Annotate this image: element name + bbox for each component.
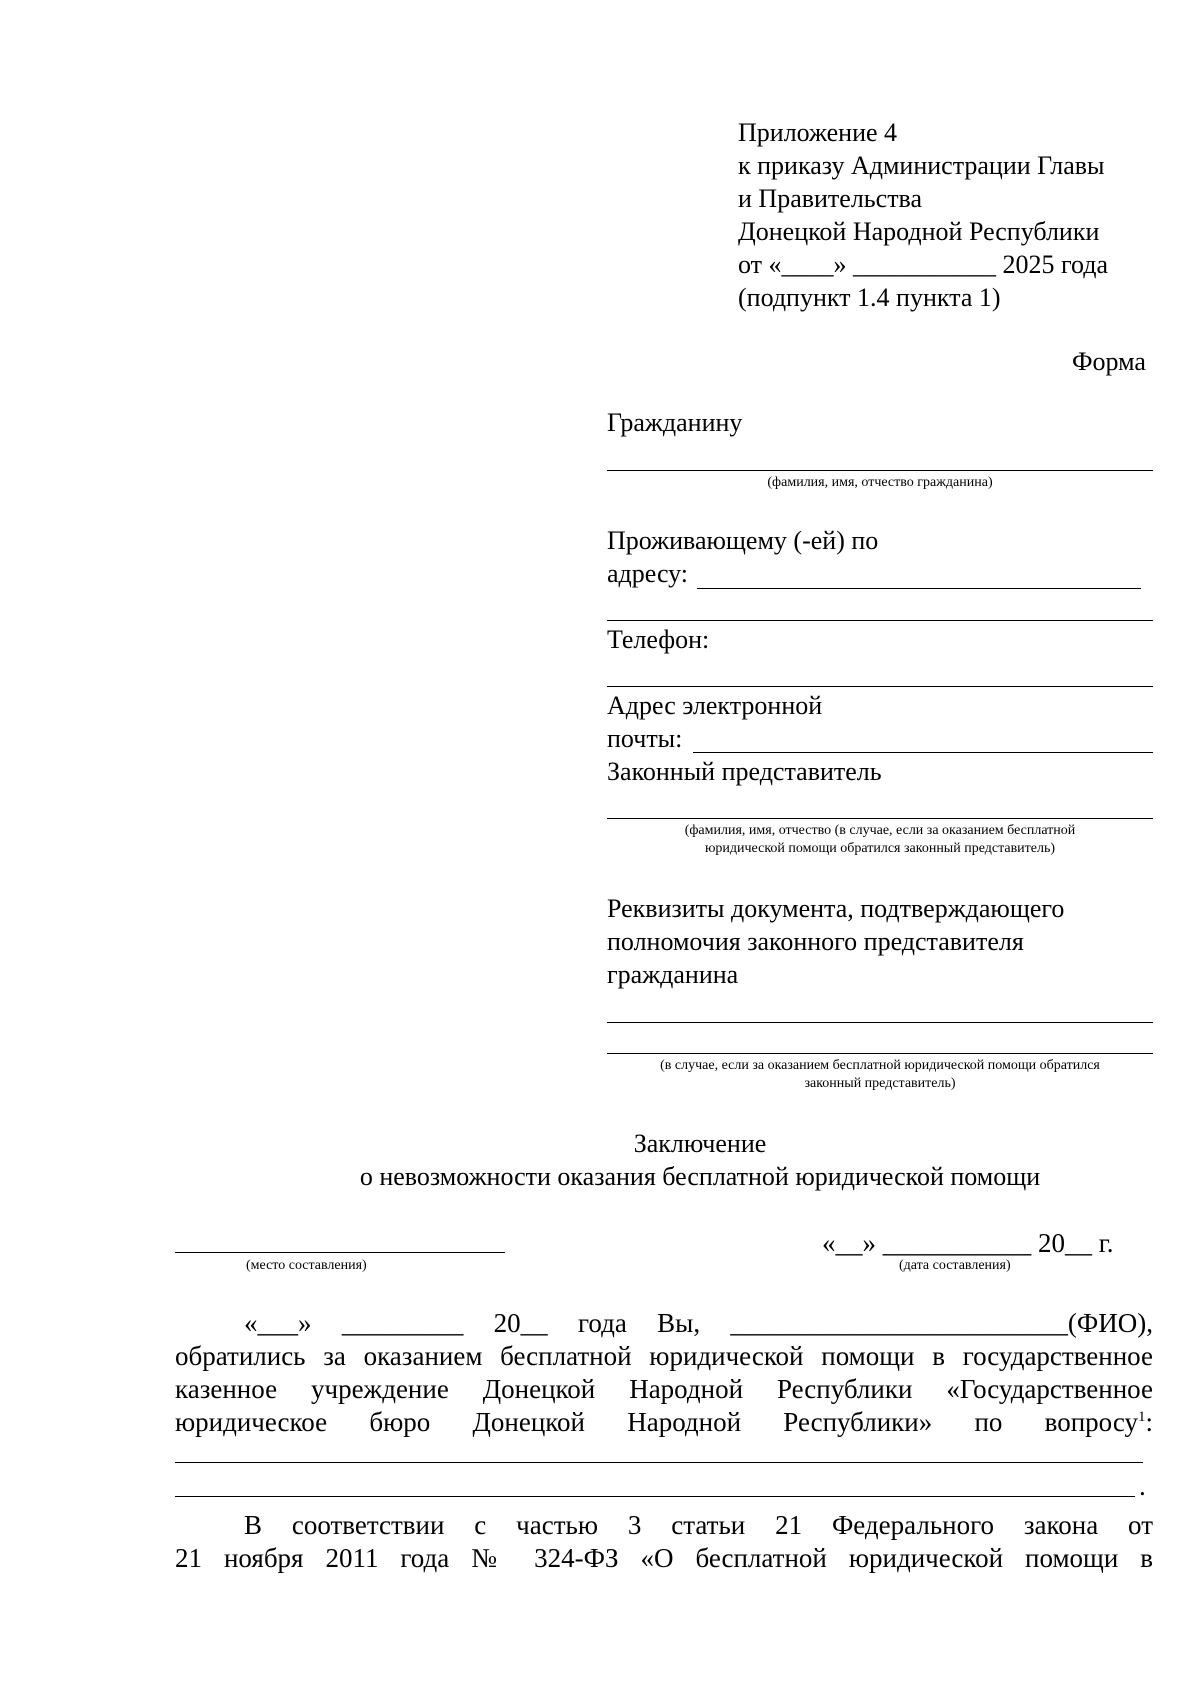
phone-line	[607, 686, 1153, 687]
requisites-line-3: гражданина	[607, 960, 739, 989]
body-line-4-colon: :	[1145, 1407, 1153, 1437]
form-label: Форма	[1072, 347, 1146, 376]
requisites-line-2: полномочия законного представителя	[607, 927, 1024, 956]
requisites-line-b	[607, 1053, 1153, 1054]
body-word: _________	[341, 1308, 464, 1338]
recipient-name-hint: (фамилия, имя, отчество гражданина)	[767, 475, 993, 490]
requisites-line-a	[607, 1022, 1153, 1023]
body-line-2: обратились за оказанием бесплатной юридической помощи в государственное	[175, 1341, 1153, 1371]
body-p2-line-1: В соответствии с частью 3 статьи 21 Федерального закона от	[244, 1510, 1153, 1540]
body-line-1	[244, 1307, 1153, 1340]
representative-hint-2: юридической помощи обратился законный представитель)	[704, 841, 1056, 856]
address-line-1	[697, 588, 1141, 589]
appendix-line-1: Приложение 4	[738, 118, 898, 147]
address-label-1: Проживающему (-ей) по	[607, 526, 879, 555]
body-word: «___»	[244, 1308, 312, 1338]
appendix-line-4: Донецкой Народной Республики	[738, 217, 1100, 246]
body-word: 20__	[493, 1308, 548, 1338]
document-subtitle: о невозможности оказания бесплатной юридической помощи	[359, 1162, 1041, 1191]
question-end-period: .	[1139, 1471, 1146, 1501]
body-word: Вы,	[657, 1308, 701, 1338]
place-line	[175, 1252, 505, 1253]
representative-line	[607, 818, 1153, 819]
address-line-2	[607, 620, 1153, 621]
requisites-hint-1: (в случае, если за оказанием бесплатной юридической помощи обратился	[660, 1058, 1100, 1073]
email-label-1: Адрес электронной	[607, 691, 823, 720]
place-hint: (место составления)	[246, 1258, 367, 1273]
body-word: года	[577, 1308, 627, 1338]
recipient-name-line	[607, 470, 1153, 471]
requisites-line-1: Реквизиты документа, подтверждающего	[607, 894, 1065, 923]
body-line-3: казенное учреждение Донецкой Народной Республики «Государственное	[175, 1374, 1153, 1404]
email-line	[693, 752, 1153, 753]
phone-label: Телефон:	[607, 625, 710, 654]
footnote-ref: 1	[1137, 1409, 1146, 1425]
body-line-4-text: юридическое бюро Донецкой Народной Республики» по вопросу	[175, 1407, 1138, 1437]
question-line-1	[175, 1462, 1143, 1463]
representative-label: Законный представитель	[607, 757, 882, 786]
appendix-subclause: (подпункт 1.4 пункта 1)	[738, 283, 1001, 312]
representative-hint-1: (фамилия, имя, отчество (в случае, если за оказанием бесплатной	[684, 823, 1076, 838]
body-p2-line-2: 21 ноября 2011 года № 324-ФЗ «О бесплатной юридической помощи в	[175, 1543, 1153, 1573]
date-hint: (дата составления)	[899, 1258, 1011, 1273]
document-title: Заключение	[633, 1129, 767, 1158]
question-line-2	[175, 1496, 1135, 1497]
appendix-date-line: от «____» ___________ 2025 года	[738, 250, 1109, 279]
body-word: _________________________(ФИО),	[730, 1308, 1153, 1338]
appendix-line-2: к приказу Администрации Главы	[738, 151, 1105, 180]
body-line-4	[175, 1406, 1153, 1439]
requisites-hint-2: законный представитель)	[804, 1076, 956, 1091]
email-label-2: почты:	[607, 724, 683, 753]
date-field: «__» ___________ 20__ г.	[822, 1228, 1114, 1258]
address-label-2: адресу:	[607, 559, 689, 588]
appendix-line-3: и Правительства	[738, 184, 923, 213]
recipient-label: Гражданину	[607, 408, 743, 437]
